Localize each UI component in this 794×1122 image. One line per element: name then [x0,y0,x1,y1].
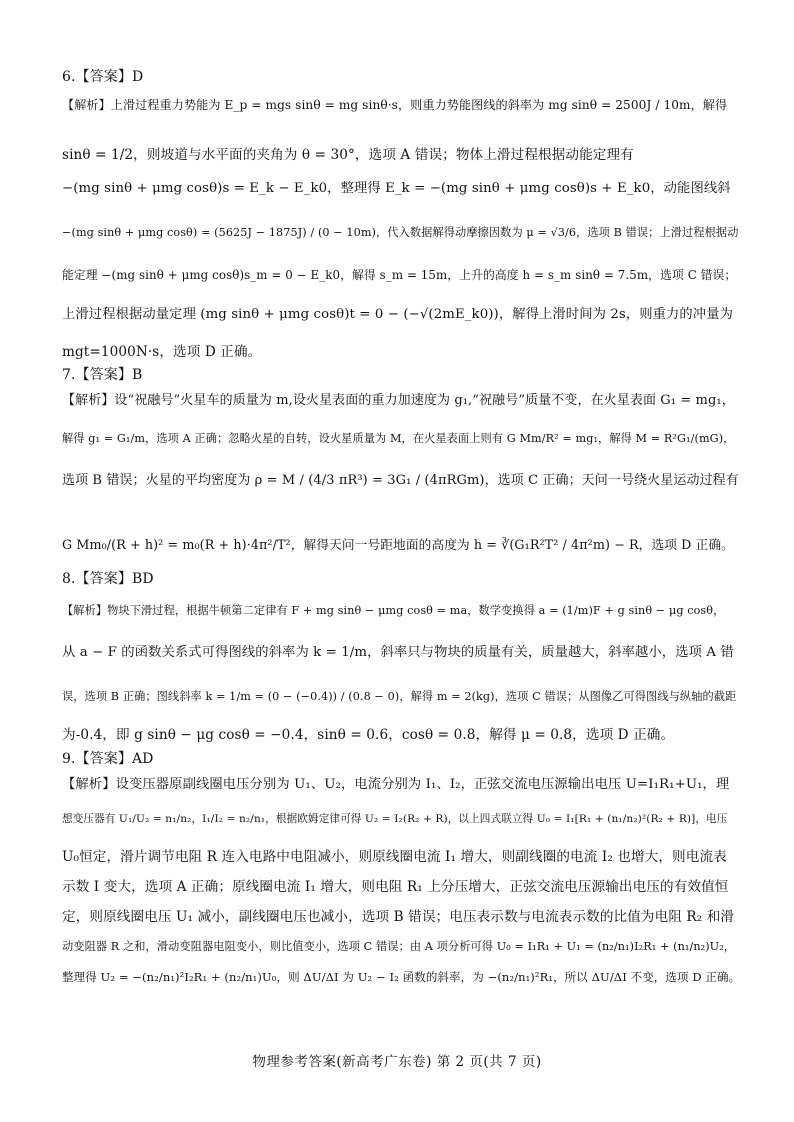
answer-heading-6: 6.【答案】D [62,69,144,85]
explanation-line: 示数 I 变大，选项 A 正确；原线圈电流 I₁ 增大，则电阻 R₁ 上分压增大，正弦交流电压源输出电压的有效值恒 [62,879,729,895]
explanation-line: 误，选项 B 正确；图线斜率 k = 1/m = (0 − (−0.4)) / (0.8 − 0)，解得 m = 2(kg)，选项 C 错误；从图像乙可得图线与纵轴的截距 [62,690,737,703]
explanation-line: sinθ = 1/2，则坡道与水平面的夹角为 θ = 30°，选项 A 错误；物体上滑过程根据动能定理有 [62,147,634,163]
explanation-line: 动变阻器 R 之和，滑动变阻器电阻变小，则比值变小，选项 C 错误；由 A 项分析可得 U₀ = I₁R₁ + U₁ = (n₂/n₁)I₂R₁ + (n₁/n₂)U₂， [62,940,736,953]
explanation-line: −(mg sinθ + μmg cosθ)s = E_k − E_k0，整理得 E_k = −(mg sinθ + μmg cosθ)s + E_k0，动能图线斜 [62,181,731,196]
explanation-line: −(mg sinθ + μmg cosθ) = (5625J − 1875J) / (0 − 10m)，代入数据解得动摩擦因数为 μ = √3/6，选项 B 错误；上滑过程根据动 [62,226,739,239]
explanation-line: 【解析】设变压器原副线圈电压分别为 U₁、U₂，电流分别为 I₁、I₂，正弦交流电压源输出电压 U=I₁R₁+U₁，理 [62,777,730,792]
explanation-line: 【解析】物块下滑过程，根据牛顿第二定律有 F + mg sinθ − μmg cosθ = ma，数学变换得 a = (1/m)F + g sinθ − μg cosθ， [62,604,725,617]
explanation-line: 从 a − F 的函数关系式可得图线的斜率为 k = 1/m，斜率只与物块的质量有关，质量越大，斜率越小，选项 A 错 [62,645,734,660]
explanation-line: U₀恒定，滑片调节电阻 R 连入电路中电阻减小，则原线圈电流 I₁ 增大，则副线圈的电流 I₂ 也增大，则电流表 [62,849,727,865]
page-footer: 物理参考答案(新高考广东卷) 第 2 页(共 7 页) [252,1054,542,1070]
explanation-line: 解得 g₁ = G₁/m，选项 A 正确；忽略火星的自转，设火星质量为 M，在火星表面上则有 G Mm/R² = mg₁，解得 M = R²G₁/(mG)， [62,432,735,445]
answer-heading-9: 9.【答案】AD [62,751,154,767]
explanation-line: 想变压器有 U₁/U₂ = n₁/n₂，I₁/I₂ = n₂/n₁，根据欧姆定律可得 U₂ = I₂(R₂ + R)，以上四式联立得 U₀ = I₁[R₁ + (n₁/n₂)²(R₂ + R)]，电压 [62,813,728,825]
explanation-line: 【解析】上滑过程重力势能为 E_p = mgs sinθ = mg sinθ·s，则重力势能图线的斜率为 mg sinθ = 2500J / 10m，解得 [62,98,728,112]
explanation-line: G Mm₀/(R + h)² = m₀(R + h)·4π²/T²，解得天问一号距地面的高度为 h = ∛(G₁R²T² / 4π²m) − R，选项 D 正确。 [62,537,734,552]
explanation-line: mgt=1000N·s，选项 D 正确。 [62,344,262,360]
explanation-line: 定，则原线圈电压 U₁ 减小，副线圈电压也减小，选项 B 错误；电压表示数与电流表示数的比值为电阻 R₂ 和滑 [62,909,735,925]
answer-heading-8: 8.【答案】BD [62,571,154,587]
explanation-line: 整理得 U₂ = −(n₂/n₁)²I₂R₁ + (n₂/n₁)U₀，则 ΔU/ΔI 为 U₂ − I₂ 函数的斜率，为 −(n₂/n₁)²R₁，所以 ΔU/ΔI 不变，选项 D 正确。 [62,970,741,984]
answer-heading-7: 7.【答案】B [62,367,143,383]
explanation-line: 【解析】设“祝融号”火星车的质量为 m,设火星表面的重力加速度为 g₁,“祝融号”质量不变，在火星表面 G₁ = mg₁， [62,393,735,408]
explanation-line: 能定理 −(mg sinθ + μmg cosθ)s_m = 0 − E_k0，解得 s_m = 15m，上升的高度 h = s_m sinθ = 7.5m，选项 C 错误； [62,268,737,282]
explanation-line: 选项 B 错误；火星的平均密度为 ρ = M / (4/3 πR³) = 3G₁ / (4πRGm)，选项 C 正确；天问一号绕火星运动过程有 [62,473,739,488]
explanation-line: 上滑过程根据动量定理 (mg sinθ + μmg cosθ)t = 0 − (−√(2mE_k0))，解得上滑时间为 2s，则重力的冲量为 [62,307,733,322]
explanation-line: 为-0.4，即 g sinθ − μg cosθ = −0.4，sinθ = 0.6，cosθ = 0.8，解得 μ = 0.8，选项 D 正确。 [62,727,675,743]
